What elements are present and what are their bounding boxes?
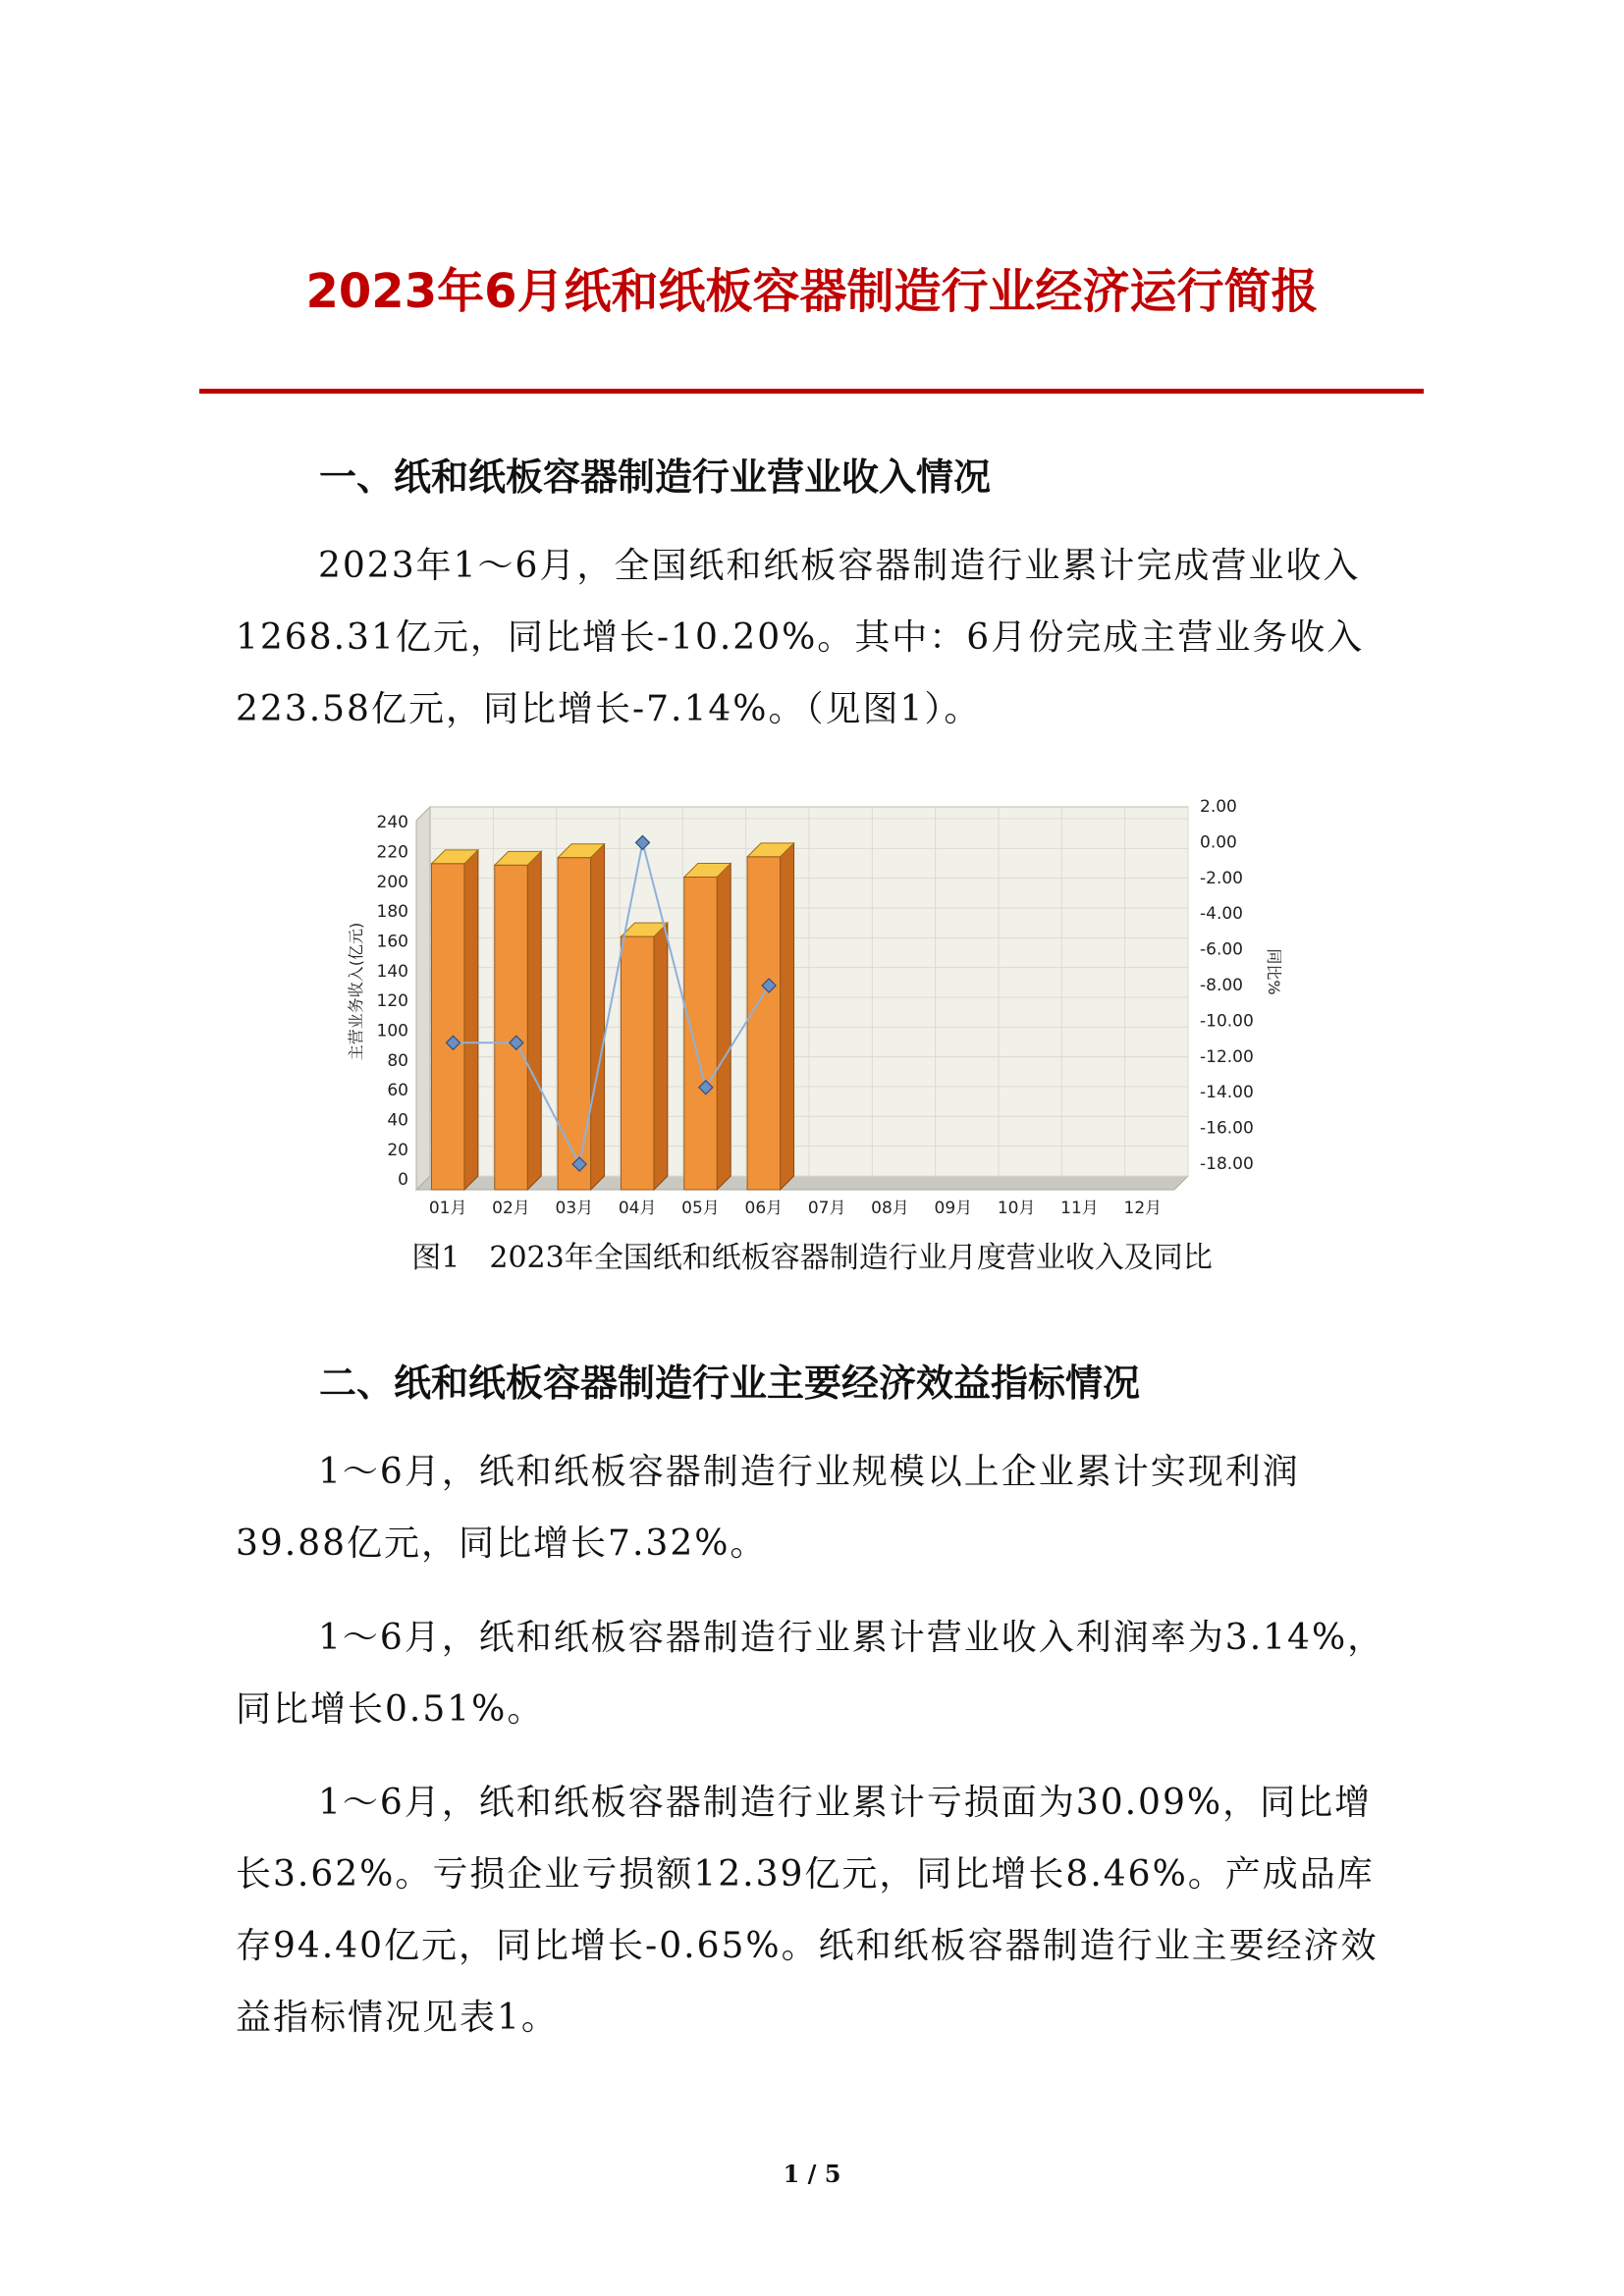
bar — [558, 858, 590, 1190]
y-tick-label: 220 — [376, 842, 408, 863]
y2-tick-label: -12.00 — [1200, 1046, 1254, 1067]
bar — [495, 865, 527, 1190]
y-tick-label: 40 — [387, 1110, 408, 1131]
y-tick-label: 140 — [376, 961, 408, 982]
x-tick-label: 10月 — [997, 1199, 1036, 1218]
y-tick-label: 160 — [376, 932, 408, 952]
y2-tick-label: 0.00 — [1200, 832, 1237, 853]
x-tick-label: 02月 — [492, 1199, 530, 1218]
x-tick-label: 04月 — [618, 1199, 657, 1218]
x-tick-label: 05月 — [681, 1199, 720, 1218]
x-tick-label: 09月 — [934, 1199, 973, 1218]
y2-tick-label: -8.00 — [1200, 976, 1243, 995]
y2-axis-label: 同比% — [1265, 948, 1283, 995]
title-divider — [199, 389, 1424, 394]
bar — [621, 936, 653, 1190]
section-2-paragraph-1: 1～6月，纸和纸板容器制造行业规模以上企业累计实现利润39.88亿元，同比增长7.32%。 — [236, 1452, 1300, 1564]
y-tick-label: 200 — [376, 872, 408, 892]
bar-side — [527, 851, 541, 1190]
section-2-paragraph-2: 1～6月，纸和纸板容器制造行业累计营业收入利润率为3.14%，同比增长0.51%。 — [236, 1618, 1385, 1730]
bar-side — [654, 923, 668, 1190]
figure-caption: 图1 2023年全国纸和纸板容器制造行业月度营业收入及同比 — [411, 1241, 1213, 1275]
y2-tick-label: -14.00 — [1200, 1083, 1254, 1103]
y-tick-label: 60 — [387, 1081, 408, 1101]
y-tick-label: 100 — [376, 1021, 408, 1041]
bar-side — [781, 843, 794, 1190]
y2-tick-label: -10.00 — [1200, 1011, 1254, 1032]
y-tick-label: 80 — [387, 1050, 408, 1071]
x-tick-label: 06月 — [744, 1199, 784, 1218]
bar — [747, 857, 780, 1190]
y-tick-label: 240 — [376, 813, 408, 833]
x-tick-label: 03月 — [555, 1199, 594, 1218]
y2-tick-label: -6.00 — [1200, 939, 1243, 960]
section-heading-1: 一、纸和纸板容器制造行业营业收入情况 — [319, 455, 992, 499]
y2-tick-label: -16.00 — [1200, 1118, 1254, 1139]
y2-tick-label: -4.00 — [1200, 904, 1243, 925]
bar-side — [717, 864, 731, 1191]
y-tick-label: 0 — [398, 1170, 408, 1191]
chart-side-wall — [416, 807, 430, 1190]
y2-tick-label: -18.00 — [1200, 1154, 1254, 1174]
document-title: 2023年6月纸和纸板容器制造行业经济运行简报 — [305, 264, 1319, 319]
section-2-paragraph-3: 1～6月，纸和纸板容器制造行业累计亏损面为30.09%，同比增长3.62%。亏损企业亏损额12.39亿元，同比增长8.46%。产成品库存94.40亿元，同比增长-0.65%。纸和纸板容器制造行业主要经济效益指标情况见表1。 — [236, 1783, 1379, 2038]
x-tick-label: 11月 — [1060, 1199, 1099, 1218]
y-axis-label: 主营业务收入(亿元) — [347, 922, 365, 1061]
x-tick-label: 08月 — [871, 1199, 909, 1218]
page-number: 1 / 5 — [783, 2160, 841, 2188]
bar — [431, 864, 463, 1190]
y2-tick-label: -2.00 — [1200, 868, 1243, 888]
revenue-chart — [344, 785, 1283, 1218]
x-tick-label: 07月 — [807, 1199, 846, 1218]
section-heading-2: 二、纸和纸板容器制造行业主要经济效益指标情况 — [319, 1362, 1141, 1405]
x-tick-label: 01月 — [428, 1199, 467, 1218]
revenue-chart-svg — [344, 785, 1283, 1218]
bar-side — [591, 844, 605, 1190]
y-tick-label: 20 — [387, 1140, 408, 1160]
y-tick-label: 120 — [376, 991, 408, 1012]
bar — [684, 878, 717, 1191]
y2-tick-label: 2.00 — [1200, 797, 1237, 817]
bar-side — [464, 850, 478, 1190]
section-1-paragraph-1: 2023年1～6月，全国纸和纸板容器制造行业累计完成营业收入1268.31亿元，同比增长-10.20%。其中：6月份完成主营业务收入223.58亿元，同比增长-7.14%。（见图1）。 — [236, 546, 1365, 729]
y-tick-label: 180 — [376, 902, 408, 923]
x-tick-label: 12月 — [1123, 1199, 1163, 1218]
